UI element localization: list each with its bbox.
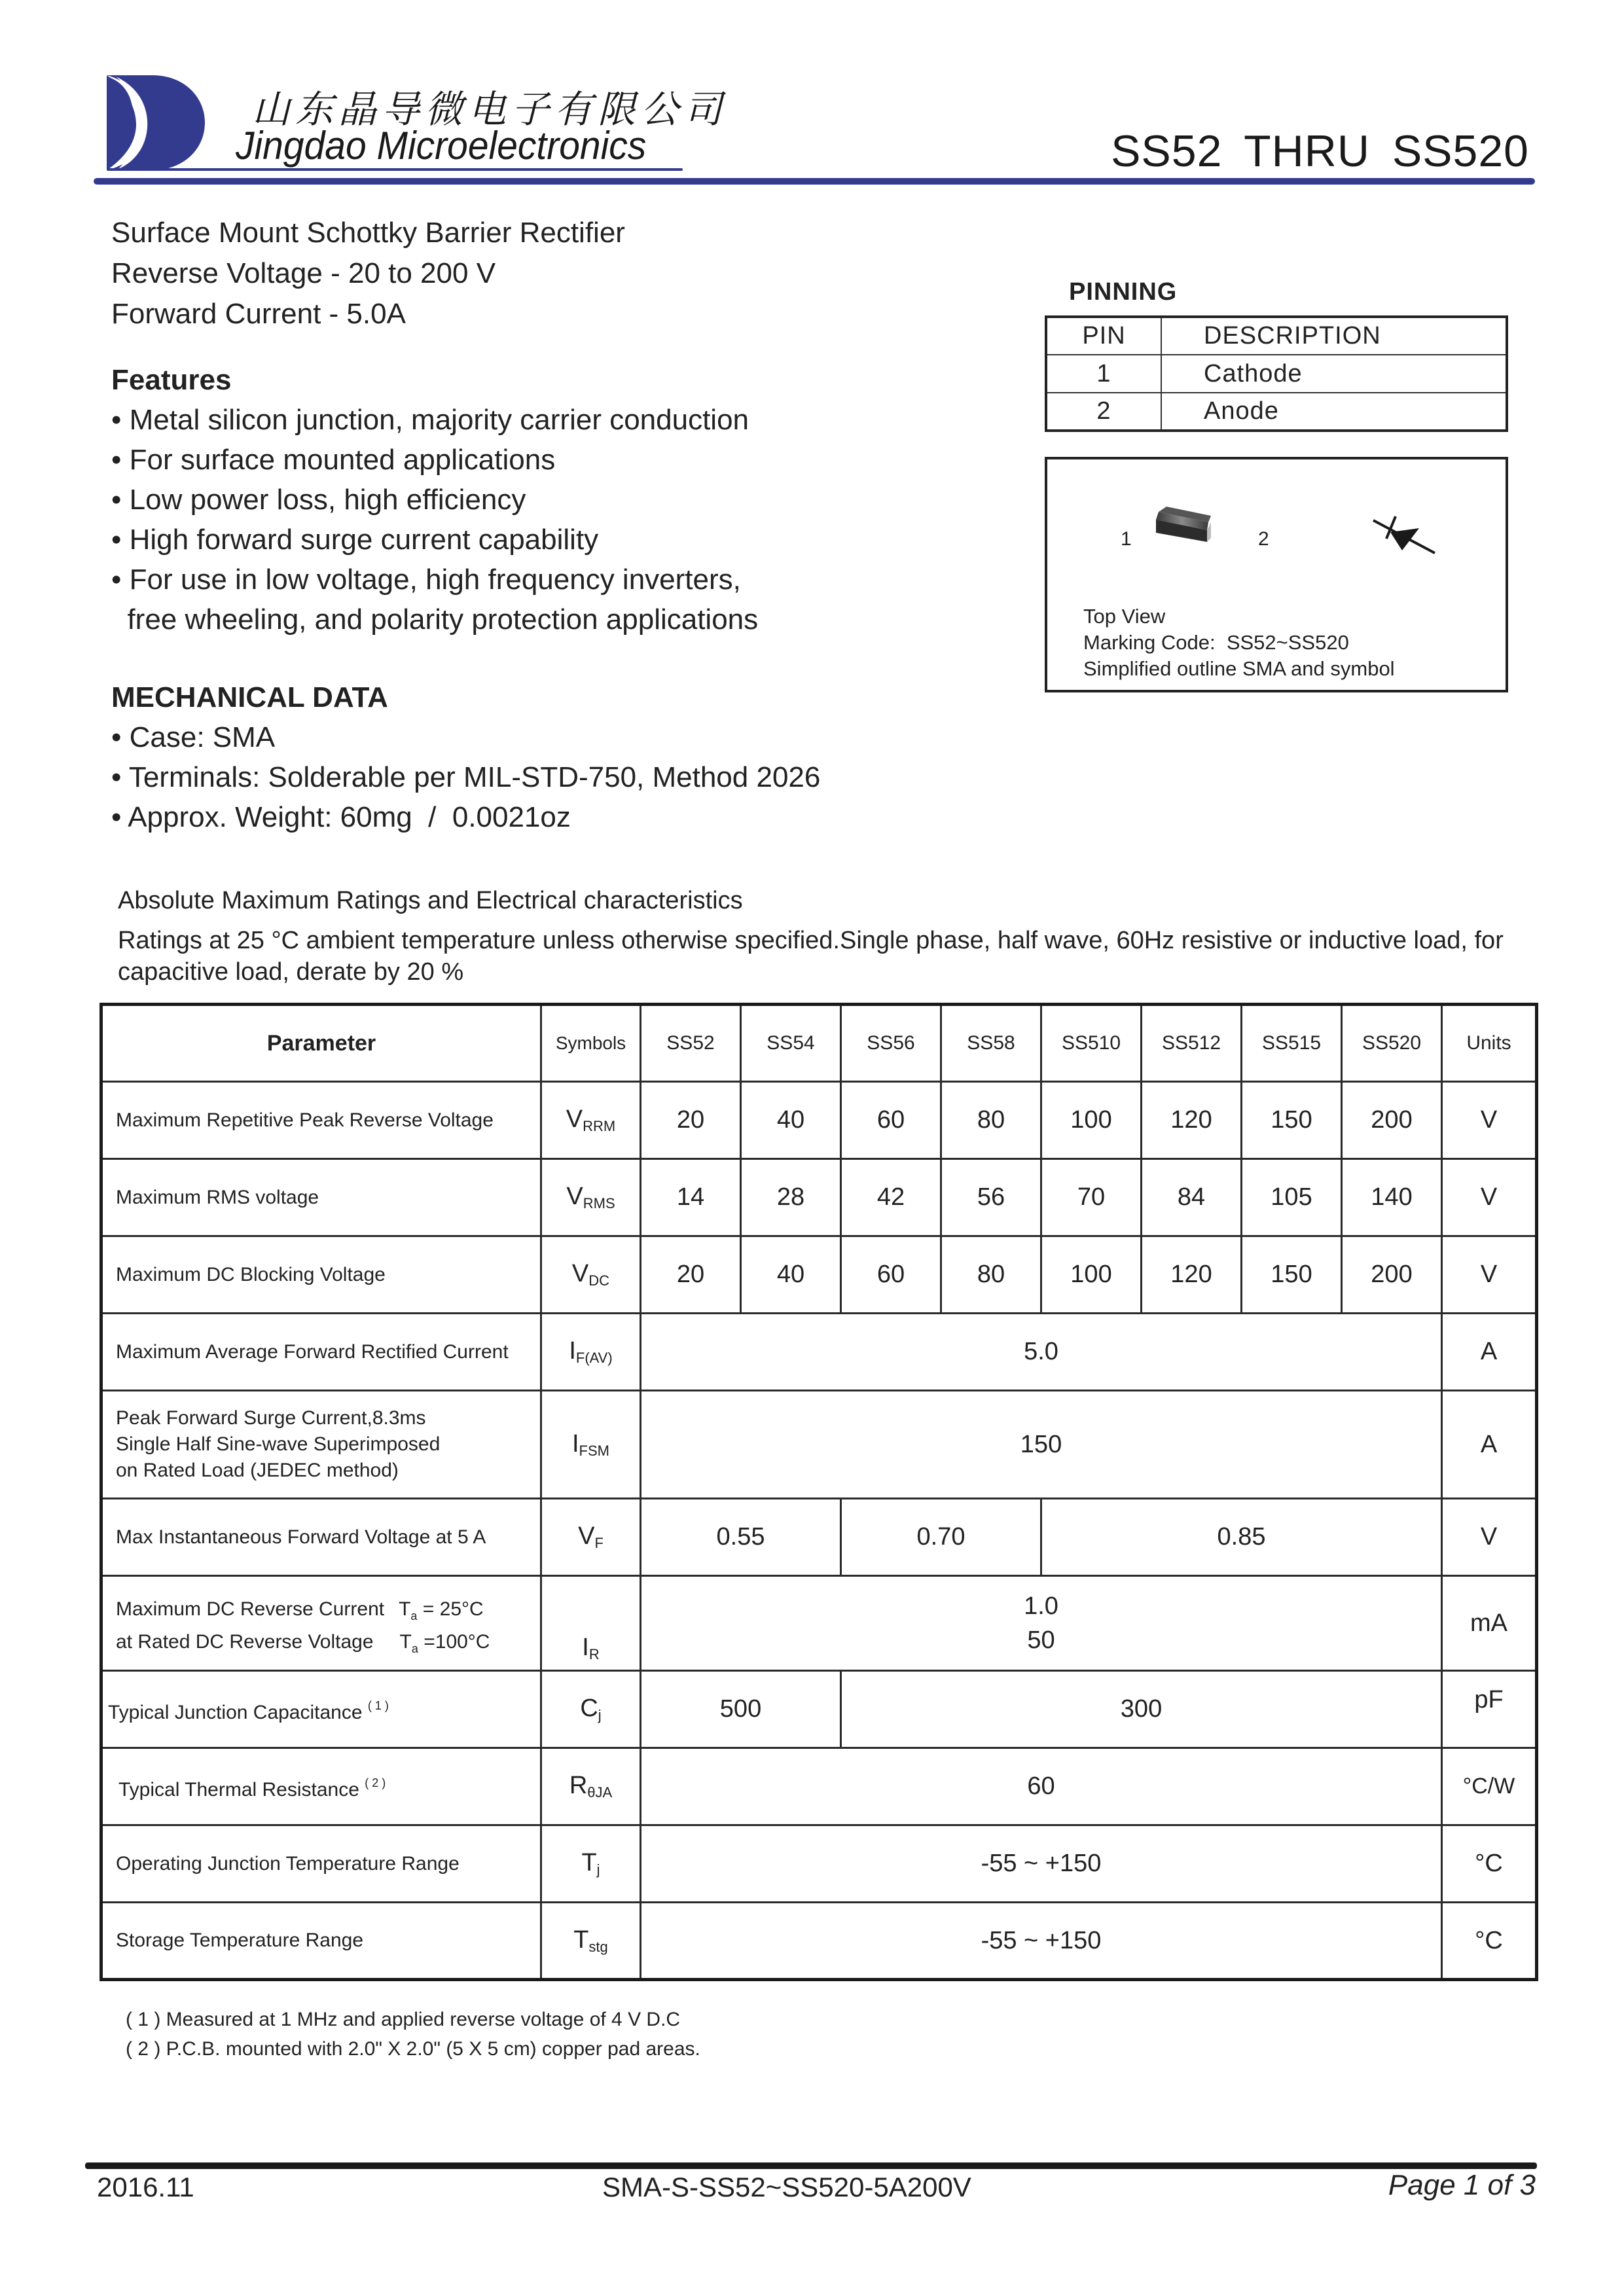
ratings-title: Absolute Maximum Ratings and Electrical characteristics (118, 887, 743, 914)
symbol-cell (541, 1903, 641, 1980)
value-cell: 200 (1342, 1082, 1442, 1159)
footnotes (126, 2005, 700, 2064)
value-cell: -55 ~ +150 (641, 1903, 1442, 1980)
header-divider (94, 178, 1535, 185)
symbol-sub: F(AV) (575, 1350, 613, 1366)
table-row-vrms (101, 1159, 1537, 1236)
table-row-ifsm (101, 1391, 1537, 1499)
value-cell: 5.0 (641, 1314, 1442, 1391)
symbol-cell (541, 1576, 641, 1671)
unit-cell: V (1442, 1499, 1537, 1576)
feature-item: • Low power loss, high efficiency (111, 484, 526, 516)
summary-line: Reverse Voltage - 20 to 200 V (111, 257, 496, 289)
symbol-sub: RRM (583, 1118, 616, 1134)
symbol-sub: FSM (579, 1442, 609, 1459)
symbol-main: V (578, 1522, 595, 1550)
logo-underline (107, 168, 683, 171)
parameter-cell: Maximum DC Blocking Voltage (101, 1236, 541, 1314)
value-cell: 84 (1142, 1159, 1242, 1236)
symbol-sub: RMS (583, 1195, 615, 1211)
value-cell: 20 (641, 1236, 741, 1314)
value-cell: -55 ~ +150 (641, 1825, 1442, 1903)
table-row-tstg (101, 1903, 1537, 1980)
description-column-header: DESCRIPTION (1161, 317, 1507, 355)
ir-value-100c: 50 (1027, 1626, 1055, 1654)
ratings-table (99, 1003, 1538, 1981)
feature-item: • For surface mounted applications (111, 444, 556, 476)
pin1-label: 1 (1121, 528, 1132, 550)
symbol-sub: F (594, 1535, 604, 1551)
value-cell: 120 (1142, 1082, 1242, 1159)
symbol-main: T (573, 1926, 589, 1954)
part-header: SS510 (1041, 1005, 1142, 1082)
symbol-cell (541, 1748, 641, 1825)
company-name-english: Jingdao Microelectronics (236, 124, 647, 168)
part-header: SS54 (741, 1005, 841, 1082)
part-header: SS512 (1142, 1005, 1242, 1082)
table-row-vdc (101, 1236, 1537, 1314)
parameter-cell: Typical Thermal Resistance $^{( 2 )}$ (101, 1748, 541, 1825)
table-row-ir (101, 1576, 1537, 1671)
value-cell: 100 (1041, 1236, 1142, 1314)
feature-item: • For use in low voltage, high frequency inverters, (111, 564, 741, 596)
feature-item: free wheeling, and polarity protection applications (111, 603, 759, 636)
table-row-ifav (101, 1314, 1537, 1391)
parameter-cell: Max Instantaneous Forward Voltage at 5 A (101, 1499, 541, 1576)
value-cell: 200 (1342, 1236, 1442, 1314)
parameter-cell: Operating Junction Temperature Range (101, 1825, 541, 1903)
parameter-line: on Rated Load (JEDEC method) (116, 1460, 399, 1481)
unit-cell: mA (1442, 1576, 1537, 1671)
symbol-main: V (566, 1105, 583, 1133)
parameter-cell: Maximum Repetitive Peak Reverse Voltage (101, 1082, 541, 1159)
outline-caption-line: Top View (1083, 605, 1166, 628)
value-cell: 60 (841, 1082, 941, 1159)
part-header: SS56 (841, 1005, 941, 1082)
part-header: SS58 (941, 1005, 1041, 1082)
table-header-row (101, 1005, 1537, 1082)
value-cell: 20 (641, 1082, 741, 1159)
footer-document-code: SMA-S-SS52~SS520-5A200V (602, 2172, 971, 2202)
footnote-ref: ( 2 ) (365, 1776, 386, 1789)
unit-cell: V (1442, 1236, 1537, 1314)
pinning-header-row (1046, 317, 1507, 355)
value-cell: 500 (641, 1671, 841, 1748)
symbol-cell (541, 1236, 641, 1314)
value-cell: 0.85 (1041, 1499, 1442, 1576)
summary-line: Surface Mount Schottky Barrier Rectifier (111, 217, 625, 249)
unit-cell: A (1442, 1391, 1537, 1499)
unit-cell: °C (1442, 1825, 1537, 1903)
company-logo (107, 75, 205, 170)
unit-cell: pF (1442, 1671, 1537, 1748)
unit-cell: °C (1442, 1903, 1537, 1980)
symbol-cell (541, 1314, 641, 1391)
symbol-main: V (571, 1260, 589, 1287)
sma-package-icon (1152, 505, 1218, 552)
parameter-line: at Rated DC Reverse Voltage $T_a =100^\circ C$ (116, 1629, 540, 1662)
value-cell: 0.55 (641, 1499, 841, 1576)
parameter-line: Maximum DC Reverse Current $T_a = 25^\circ C$ (116, 1596, 540, 1629)
value-cell: 80 (941, 1236, 1041, 1314)
symbol-cell (541, 1499, 641, 1576)
value-cell: 140 (1342, 1159, 1442, 1236)
value-cell: 40 (741, 1236, 841, 1314)
part-header: SS52 (641, 1005, 741, 1082)
symbol-main: C (580, 1695, 598, 1722)
pin-description: Anode (1161, 393, 1507, 431)
symbol-main: I (582, 1634, 589, 1661)
value-cell: 150 (641, 1391, 1442, 1499)
parameter-line: Peak Forward Surge Current,8.3ms (116, 1407, 426, 1429)
ir-value-25c: 1.0 (1024, 1592, 1058, 1620)
parameter-cell (101, 1391, 541, 1499)
temperature-condition: $T_a = 25^\circ C$ (399, 1598, 484, 1623)
pinning-row (1046, 355, 1507, 393)
parameter-line: Single Half Sine-wave Superimposed (116, 1433, 441, 1455)
outline-caption-line: Marking Code: SS52~SS520 (1083, 631, 1349, 654)
symbol-main: T (581, 1849, 597, 1876)
parameter-cell: Maximum Average Forward Rectified Current (101, 1314, 541, 1391)
value-cell: 60 (841, 1236, 941, 1314)
value-cell: 70 (1041, 1159, 1142, 1236)
footnote-1: ( 1 ) Measured at 1 MHz and applied reverse voltage of 4 V D.C (126, 2009, 681, 2030)
mechanical-item: • Approx. Weight: 60mg / 0.0021oz (111, 801, 571, 833)
feature-item: • Metal silicon junction, majority carrier conduction (111, 404, 749, 436)
pinning-heading: PINNING (1069, 278, 1178, 306)
symbol-cell (541, 1391, 641, 1499)
unit-cell: A (1442, 1314, 1537, 1391)
table-row-vf (101, 1499, 1537, 1576)
table-row-vrrm (101, 1082, 1537, 1159)
pin-number: 1 (1046, 355, 1161, 393)
temperature-condition: $T_a =100^\circ C$ (399, 1631, 490, 1655)
symbol-main: I (571, 1429, 579, 1458)
value-cell: 28 (741, 1159, 841, 1236)
table-row-cj (101, 1671, 1537, 1748)
features-section (111, 360, 758, 639)
value-cell: 150 (1242, 1236, 1342, 1314)
value-cell: 42 (841, 1159, 941, 1236)
symbol-sub: j (598, 1707, 602, 1723)
symbol-main: V (566, 1183, 583, 1210)
value-cell: 0.70 (841, 1499, 1041, 1576)
symbol-cell (541, 1159, 641, 1236)
pinning-table (1045, 315, 1508, 432)
symbol-main: R (569, 1772, 588, 1799)
summary-line: Forward Current - 5.0A (111, 298, 406, 330)
footer-page-number: Page 1 of 3 (1388, 2169, 1536, 2201)
value-cell: 56 (941, 1159, 1041, 1236)
parameter-cell: Typical Junction Capacitance $^{( 1 )}$ (101, 1671, 541, 1748)
diode-symbol-icon (1368, 515, 1440, 564)
pin-column-header: PIN (1046, 317, 1161, 355)
parameter-cell: Maximum RMS voltage (101, 1159, 541, 1236)
pin2-label: 2 (1258, 528, 1269, 550)
unit-cell: °C/W (1442, 1748, 1537, 1825)
mechanical-heading: MECHANICAL DATA (111, 681, 388, 713)
value-cell: 105 (1242, 1159, 1342, 1236)
outline-caption (1083, 603, 1395, 682)
pin-number: 2 (1046, 393, 1161, 431)
value-cell: 100 (1041, 1082, 1142, 1159)
document-title: SS52 THRU SS520 (1111, 126, 1529, 176)
ratings-note: Ratings at 25 °C ambient temperature unless otherwise specified.Single phase, half wave, 60Hz resistive or inductive load, for capacitive load, derate by 20 % (118, 927, 1504, 986)
unit-cell: V (1442, 1082, 1537, 1159)
symbols-header: Symbols (541, 1005, 641, 1082)
parameter-cell (101, 1576, 541, 1671)
symbol-cell (541, 1671, 641, 1748)
value-cell: 60 (641, 1748, 1442, 1825)
value-cell: 120 (1142, 1236, 1242, 1314)
footnote-2: ( 2 ) P.C.B. mounted with 2.0" X 2.0" (5 X 5 cm) copper pad areas. (126, 2038, 700, 2060)
symbol-sub: DC (588, 1272, 610, 1289)
symbol-sub: R (588, 1646, 600, 1662)
mechanical-data-section (111, 677, 820, 837)
parameter-header: Parameter (101, 1005, 541, 1082)
value-cell: 150 (1242, 1082, 1342, 1159)
part-header: SS520 (1342, 1005, 1442, 1082)
footnote-ref: ( 1 ) (367, 1699, 389, 1712)
units-header: Units (1442, 1005, 1537, 1082)
table-row-tj (101, 1825, 1537, 1903)
symbol-cell (541, 1082, 641, 1159)
pin-description: Cathode (1161, 355, 1507, 393)
symbol-sub: θJA (587, 1784, 613, 1801)
symbol-cell (541, 1825, 641, 1903)
mechanical-item: • Case: SMA (111, 721, 276, 753)
features-heading: Features (111, 364, 232, 396)
footer-date: 2016.11 (97, 2172, 194, 2202)
value-cell (641, 1576, 1442, 1671)
part-header: SS515 (1242, 1005, 1342, 1082)
product-summary (111, 213, 625, 334)
symbol-sub: stg (588, 1938, 608, 1955)
pinning-row (1046, 393, 1507, 431)
table-row-rth (101, 1748, 1537, 1825)
symbol-sub: j (596, 1861, 600, 1878)
value-cell: 40 (741, 1082, 841, 1159)
value-cell: 80 (941, 1082, 1041, 1159)
package-outline-box (1045, 457, 1508, 692)
footer-divider (85, 2162, 1537, 2169)
parameter-cell: Storage Temperature Range (101, 1903, 541, 1980)
company-name-chinese: 山东晶导微电子有限公司 (252, 87, 728, 132)
value-cell: 14 (641, 1159, 741, 1236)
value-cell: 300 (841, 1671, 1442, 1748)
feature-item: • High forward surge current capability (111, 524, 599, 556)
outline-caption-line: Simplified outline SMA and symbol (1083, 657, 1395, 680)
unit-cell: V (1442, 1159, 1537, 1236)
mechanical-item: • Terminals: Solderable per MIL-STD-750, Method 2026 (111, 761, 821, 793)
symbol-main: I (569, 1337, 576, 1365)
logo-d-icon (107, 75, 205, 170)
